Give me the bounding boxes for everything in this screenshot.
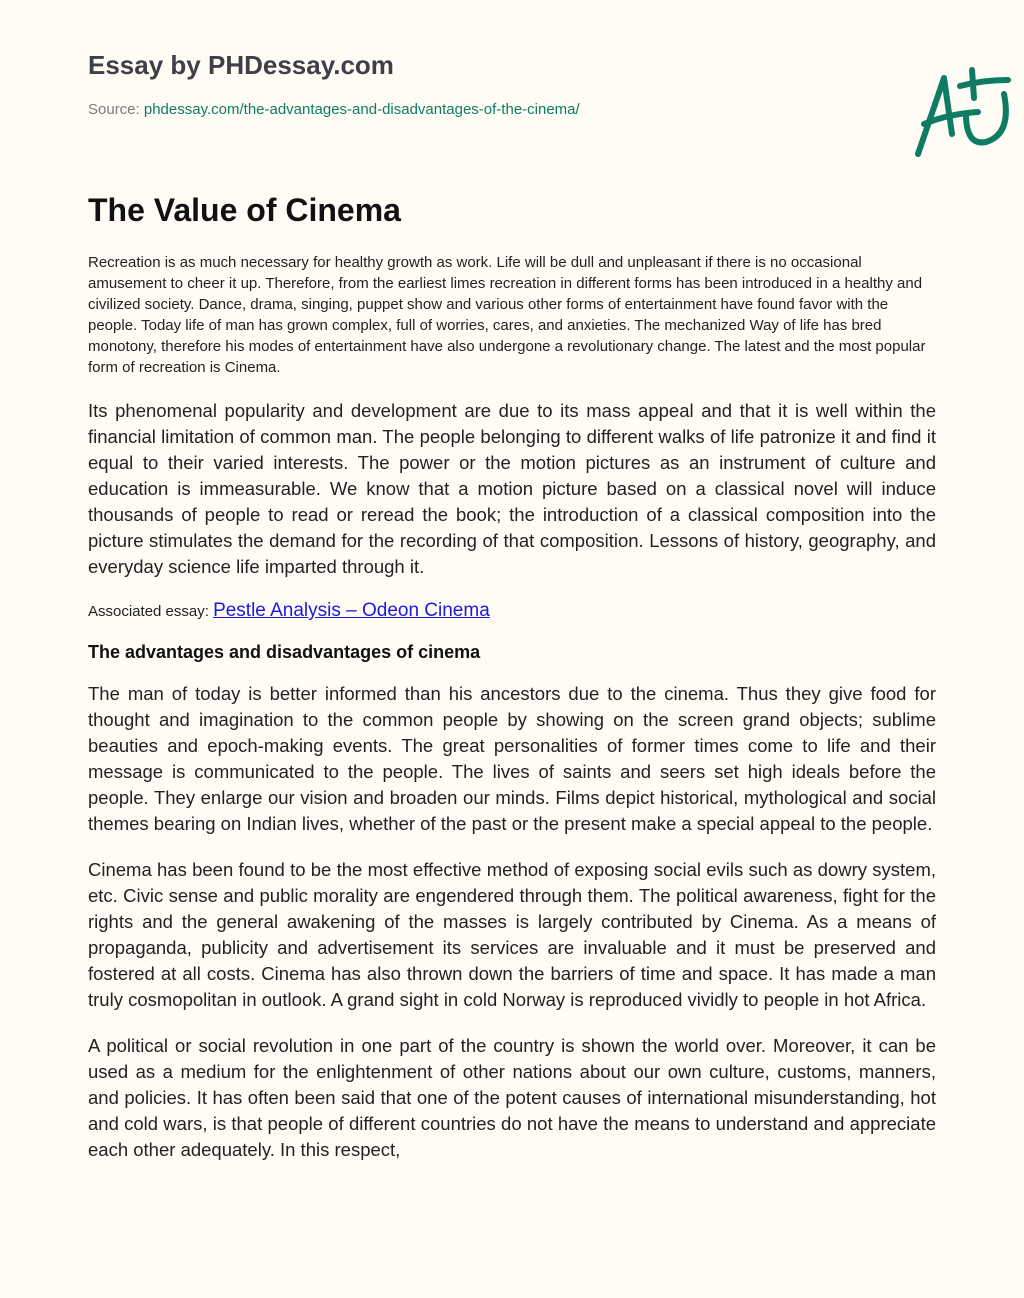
paragraph: A political or social revolution in one part of the country is shown the world over. Moreover, it can be used as a medium for the enlightenment of other nations about our own culture, customs, manners, and policies. It has often been said that one of the potent causes of international misunderstanding, hot and cold wars, is that people of different countries do not have the means to understand and appreciate each other adequately. In this respect,	[88, 1035, 936, 1160]
paragraph: Cinema has been found to be the most effective method of exposing social evils such as dowry system, etc. Civic sense and public morality are engendered through them. The political awareness, fight for the rights and the general awakening of the masses is largely contributed by Cinema. As a means of propaganda, publicity and advertisement its services are invaluable and it must be preserved and fostered at all costs. Cinema has also thrown down the barriers of time and space. It has made a man truly cosmopolitan in outlook. A grand sight in cold Norway is reproduced vividly to people in hot Africa.	[88, 859, 936, 1010]
page-title: The Value of Cinema	[88, 192, 401, 228]
essay-body	[88, 252, 936, 1183]
associated-label: Associated essay:	[88, 603, 214, 620]
associated-essay-link[interactable]: Pestle Analysis – Odeon Cinema	[213, 600, 490, 621]
source-label: Source:	[88, 101, 144, 118]
source-link[interactable]: phdessay.com/the-advantages-and-disadvantages-of-the-cinema/	[143, 101, 580, 118]
paragraph: Its phenomenal popularity and development are due to its mass appeal and that it is well within the financial limitation of common man. The people belonging to different walks of life patronize it and find it equal to their varied interests. The power or the motion pictures as an instrument of culture and education is immeasurable. We know that a motion picture based on a classical novel will induce thousands of people to read or reread the book; the introduction of a classical composition into the picture stimulates the demand for the recording of that composition. Lessons of history, geography, and everyday science life imparted through it.	[88, 400, 936, 577]
source-line	[88, 101, 580, 118]
section-heading: The advantages and disadvantages of cinema	[88, 642, 481, 662]
associated-essay	[88, 600, 936, 622]
paragraph: The man of today is better informed than his ancestors due to the cinema. Thus they give food for thought and imagination to the common people by showing on the screen grand objects; sublime beauties and epoch-making events. The great personalities of former times come to life and their message is communicated to the people. The lives of saints and seers set high ideals before the people. They enlarge our vision and broaden our minds. Films depict historical, mythological and social themes bearing on Indian lives, whether of the past or the present make a special appeal to the people.	[88, 683, 936, 834]
a-plus-logo-icon	[908, 64, 1018, 160]
site-title: Essay by PHDessay.com	[88, 50, 394, 80]
intro-paragraph: Recreation is as much necessary for healthy growth as work. Life will be dull and unpleasant if there is no occasional amusement to cheer it up. Therefore, from the earliest limes recreation in different forms has been introduced in a healthy and civilized society. Dance, drama, singing, puppet show and various other forms of entertainment have found favor with the people. Today life of man has grown complex, full of worries, cares, and anxieties. The mechanized Way of life has bred monotony, therefore his modes of entertainment have also undergone a revolutionary change. The latest and the most popular form of recreation is Cinema.	[88, 254, 926, 376]
